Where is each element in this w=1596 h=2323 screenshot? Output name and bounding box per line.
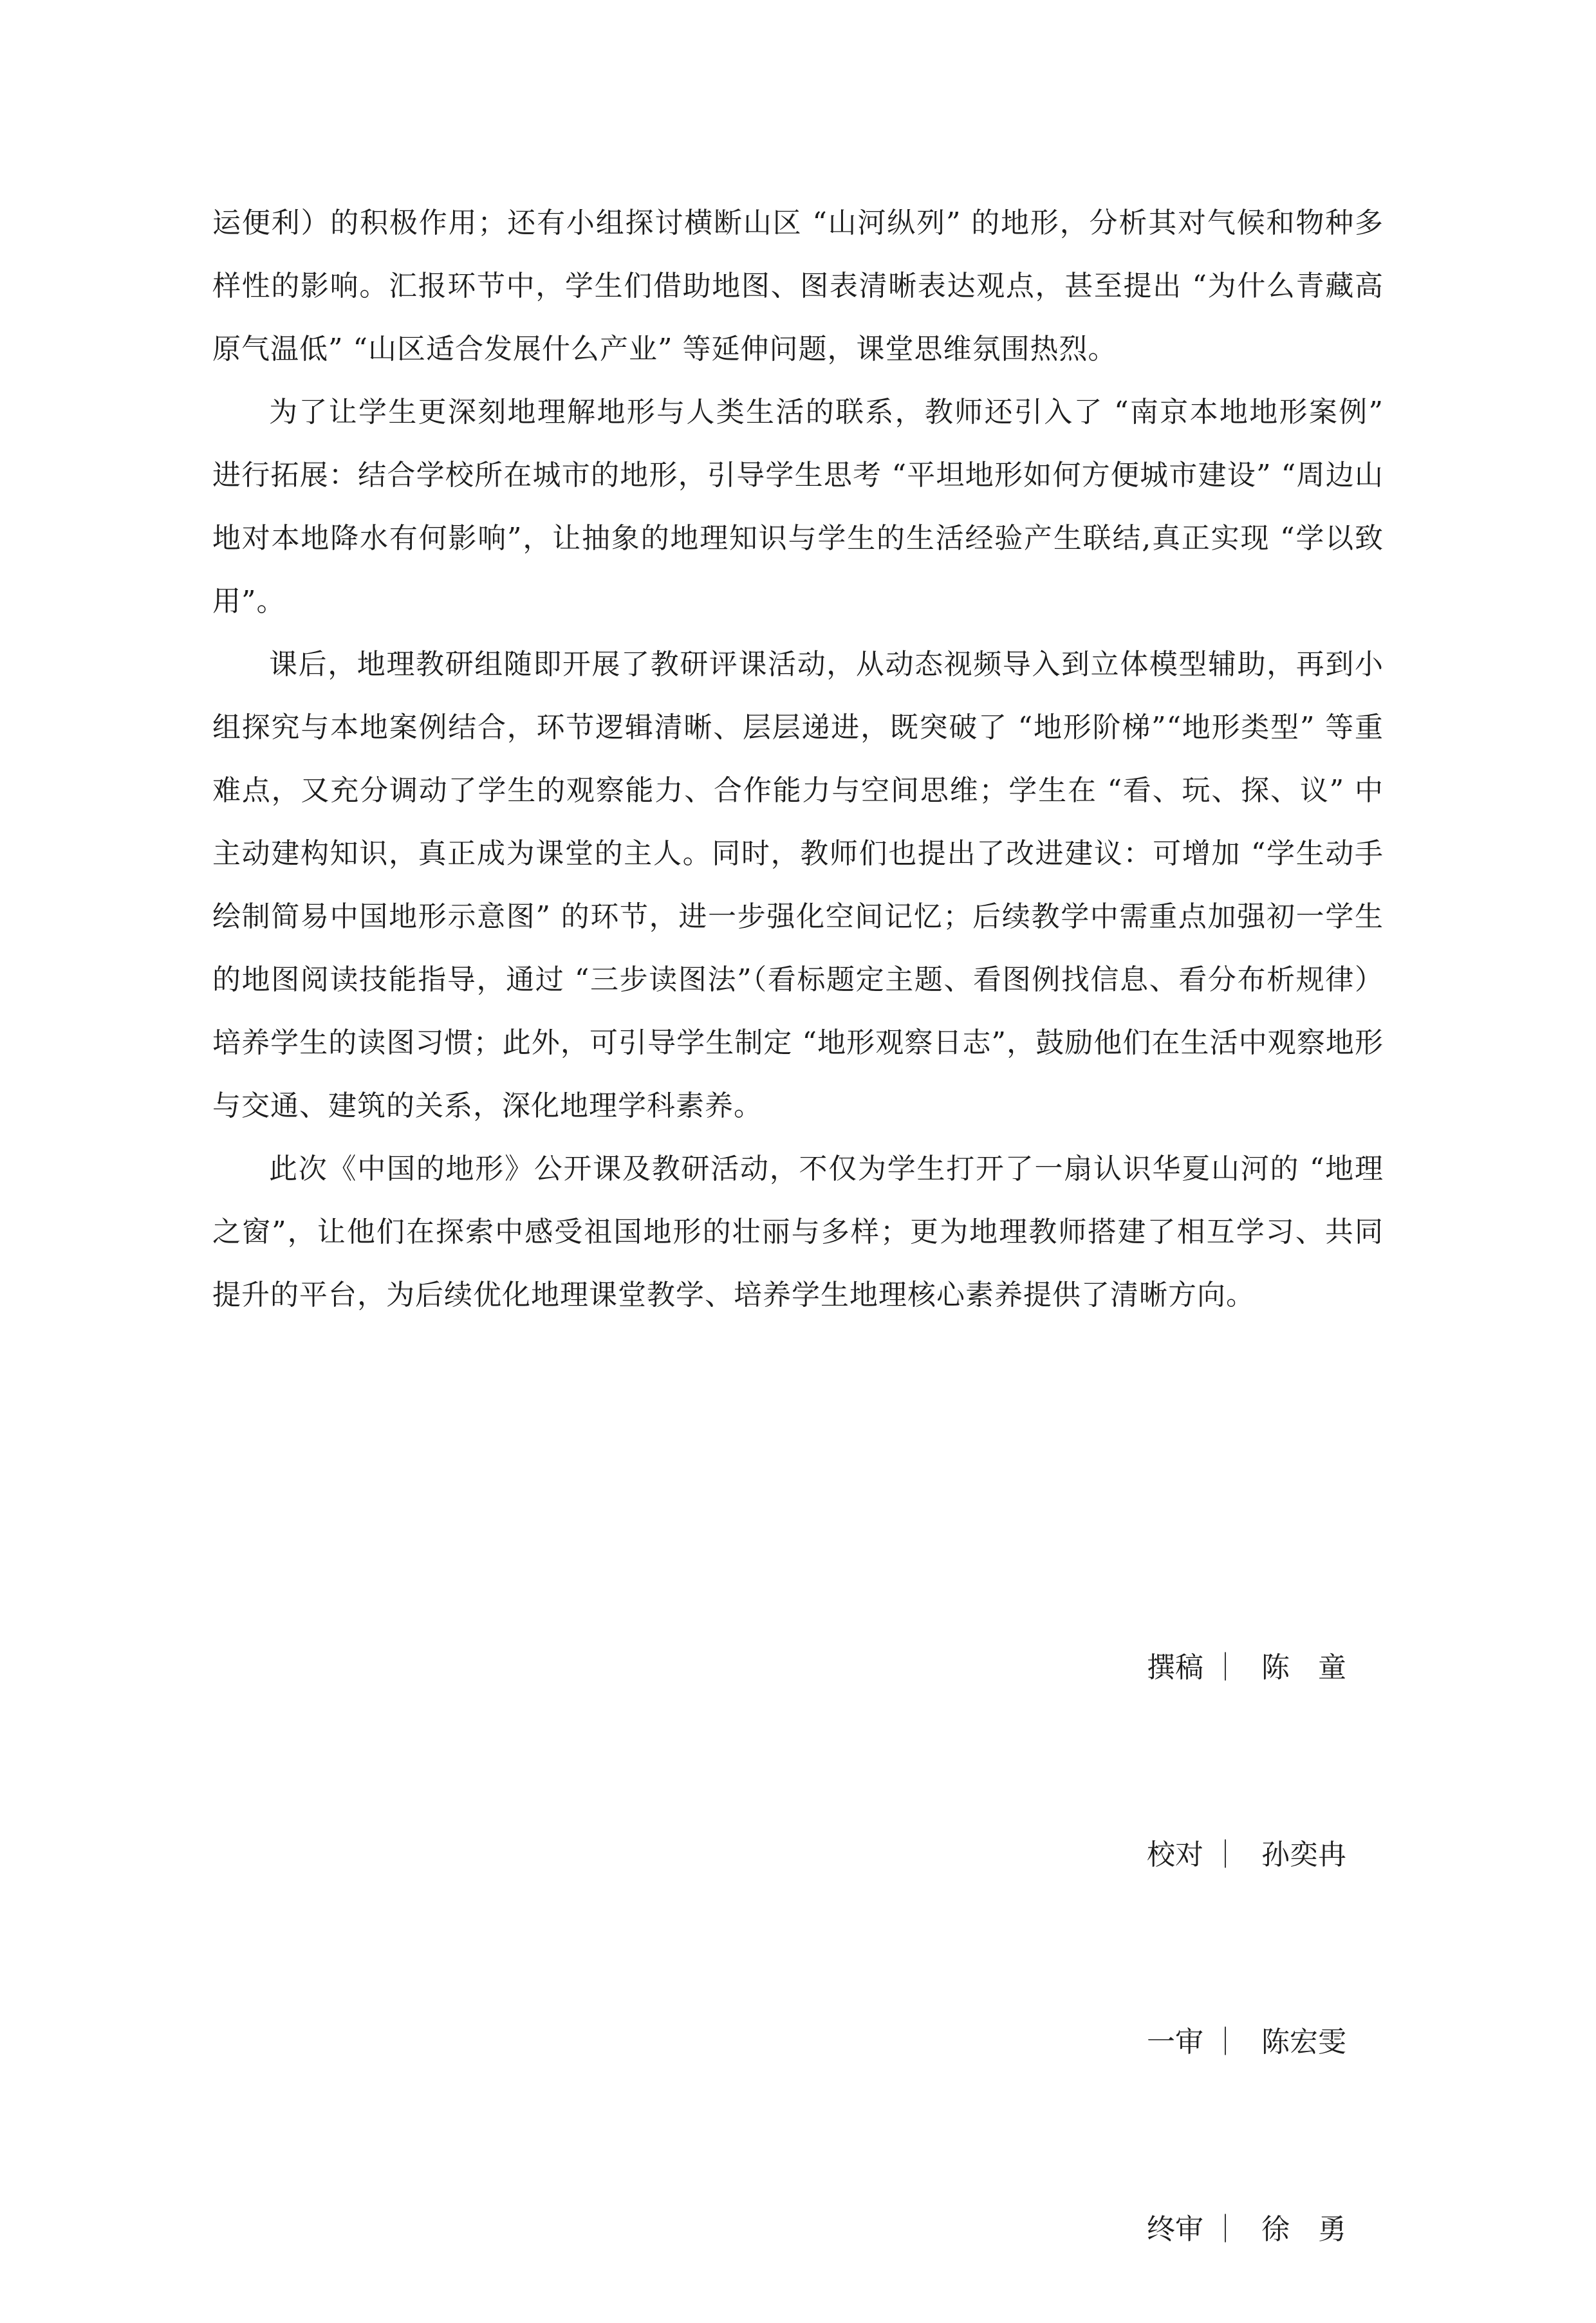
credit-row-writer — [212, 1574, 1384, 1761]
paragraph-2: 为了让学生更深刻地理解地形与人类生活的联系，教师还引入了 “南京本地地形案例” 进行拓展：结合学校所在城市的地形，引导学生思考 “平坦地形如何方便城市建设” “周边山地对本地降水有何影响”，让抽象的地理知识与学生的生活经验产生联结,真正实现 “学以致用”。 — [212, 396, 1384, 618]
credit-separator: ｜ — [1211, 1651, 1239, 1684]
credit-role: 一审 — [1147, 2026, 1203, 2059]
paragraph-1: 运便利）的积极作用；还有小组探讨横断山区 “山河纵列” 的地形，分析其对气候和物种多样性的影响。汇报环节中，学生们借助地图、图表清晰表达观点，甚至提出 “为什么青藏高原气温低” “山区适合发展什么产业” 等延伸问题，课堂思维氛围热烈。 — [212, 207, 1384, 366]
credit-separator: ｜ — [1211, 2026, 1239, 2059]
credit-row-proofreader — [212, 1761, 1384, 1948]
credit-separator: ｜ — [1211, 1838, 1239, 1871]
credit-name: 陈 童 — [1261, 1651, 1346, 1684]
paragraph-3: 课后，地理教研组随即开展了教研评课活动，从动态视频导入到立体模型辅助，再到小组探究与本地案例结合，环节逻辑清晰、层层递进，既突破了 “地形阶梯”“地形类型” 等重难点，又充分调动了学生的观察能力、合作能力与空间思维；学生在 “看、玩、探、议” 中主动建构知识，真正成为课堂的主人。同时，教师们也提出了改进建议：可增加 “学生动手绘制简易中国地形示意图” 的环节，进一步强化空间记忆；后续教学中需重点加强初一学生的地图阅读技能指导，通过 “三步读图法”（看标题定主题、看图例找信息、看分布析规律）培养学生的读图习惯；此外，可引导学生制定 “地形观察日志”，鼓励他们在生活中观察地形与交通、建筑的关系，深化地理学科素养。 — [212, 648, 1384, 1122]
credit-role: 终审 — [1147, 2213, 1203, 2246]
credit-role: 校对 — [1147, 1838, 1203, 1871]
credits-block — [212, 1574, 1384, 2323]
credit-name: 陈宏雯 — [1261, 2026, 1346, 2059]
credit-name: 孙奕冉 — [1261, 1838, 1346, 1871]
credit-role: 撰稿 — [1147, 1651, 1203, 1684]
credit-name: 徐 勇 — [1261, 2213, 1346, 2246]
credit-row-first-reviewer — [212, 1948, 1384, 2136]
paragraph-4: 此次《中国的地形》公开课及教研活动，不仅为学生打开了一扇认识华夏山河的 “地理之窗”，让他们在探索中感受祖国地形的壮丽与多样；更为地理教师搭建了相互学习、共同提升的平台，为后续优化地理课堂教学、培养学生地理核心素养提供了清晰方向。 — [212, 1152, 1384, 1311]
credit-separator: ｜ — [1211, 2213, 1239, 2246]
article-body — [212, 192, 1384, 1327]
credit-row-final-reviewer — [212, 2136, 1384, 2323]
